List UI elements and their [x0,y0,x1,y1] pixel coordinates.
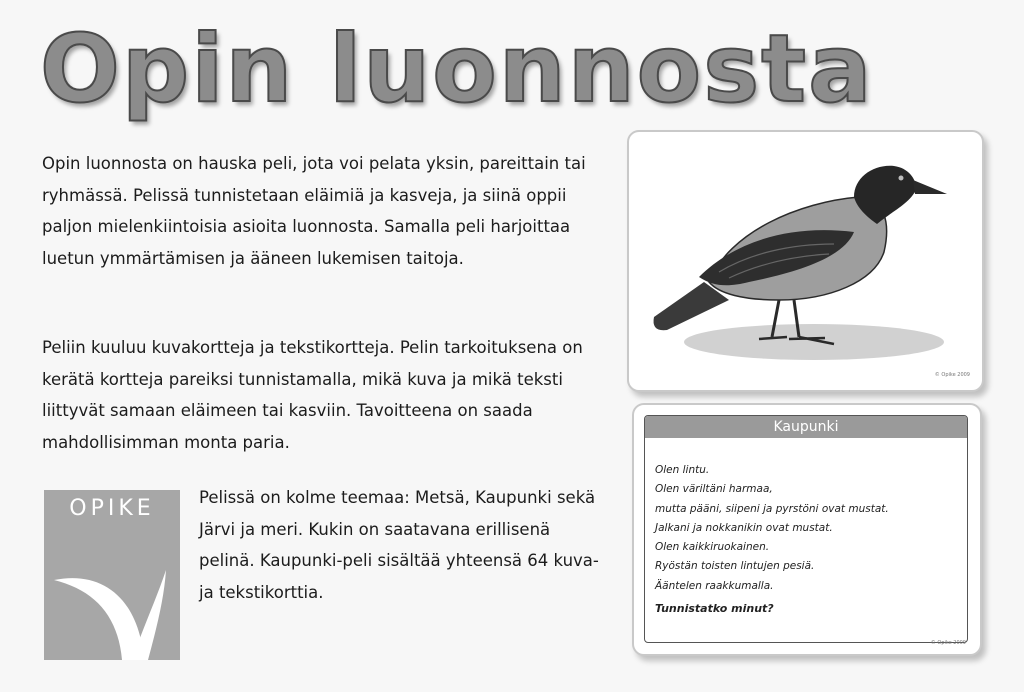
rules-paragraph: Peliin kuuluu kuvakortteja ja tekstikortteja. Pelin tarkoituksena on kerätä kortteja pareiksi tunnistamalla, mikä kuva ja mikä teksti liittyvät samaan eläimeen tai kasviin. Tavoitteena on saada mahdollisimman monta paria. [42,338,583,452]
text-card-line: Olen kaikkiruokainen. [655,541,770,554]
opike-logo [44,490,180,660]
intro-paragraph: Opin luonnosta on hauska peli, jota voi pelata yksin, pareittain tai ryhmässä. Pelissä tunnistetaan eläimiä ja kasveja, ja siinä oppii paljon mielenkiintoisia asioita luonnosta. Samalla peli harjoittaa luetun ymmärtämisen ja ääneen lukemisen taitoja. [42,154,586,268]
page-title: Opin luonnosta [40,15,874,124]
text-card-question: Tunnistatko minut? [655,602,774,615]
text-card-frame [644,415,968,643]
text-card-line: mutta pääni, siipeni ja pyrstöni ovat mustat. [655,502,889,515]
text-card-header: Kaupunki [645,416,967,438]
text-card [632,403,982,656]
image-card-copyright: © Opike 2009 [934,372,970,378]
themes-paragraph: Pelissä on kolme teemaa: Metsä, Kaupunki sekä Järvi ja meri. Kukin on saatavana erillisenä pelinä. Kaupunki-peli sisältää yhteensä 64 kuva- ja tekstikorttia. [199,488,599,602]
logo-swoosh-icon [44,530,180,660]
logo-text: OPIKE [69,496,155,521]
text-card-line: Jalkani ja nokkanikin ovat mustat. [655,521,833,534]
text-card-line: Ääntelen raakkumalla. [655,579,774,592]
text-card-lines [655,461,889,596]
text-card-line: Olen lintu. [655,464,710,476]
image-card [627,130,984,392]
text-card-line: Ryöstän toisten lintujen pesiä. [655,560,815,573]
text-card-line: Olen väriltäni harmaa, [655,483,773,496]
text-card-copyright: © Opike 2009 [930,640,966,646]
crow-illustration-icon [629,132,982,390]
